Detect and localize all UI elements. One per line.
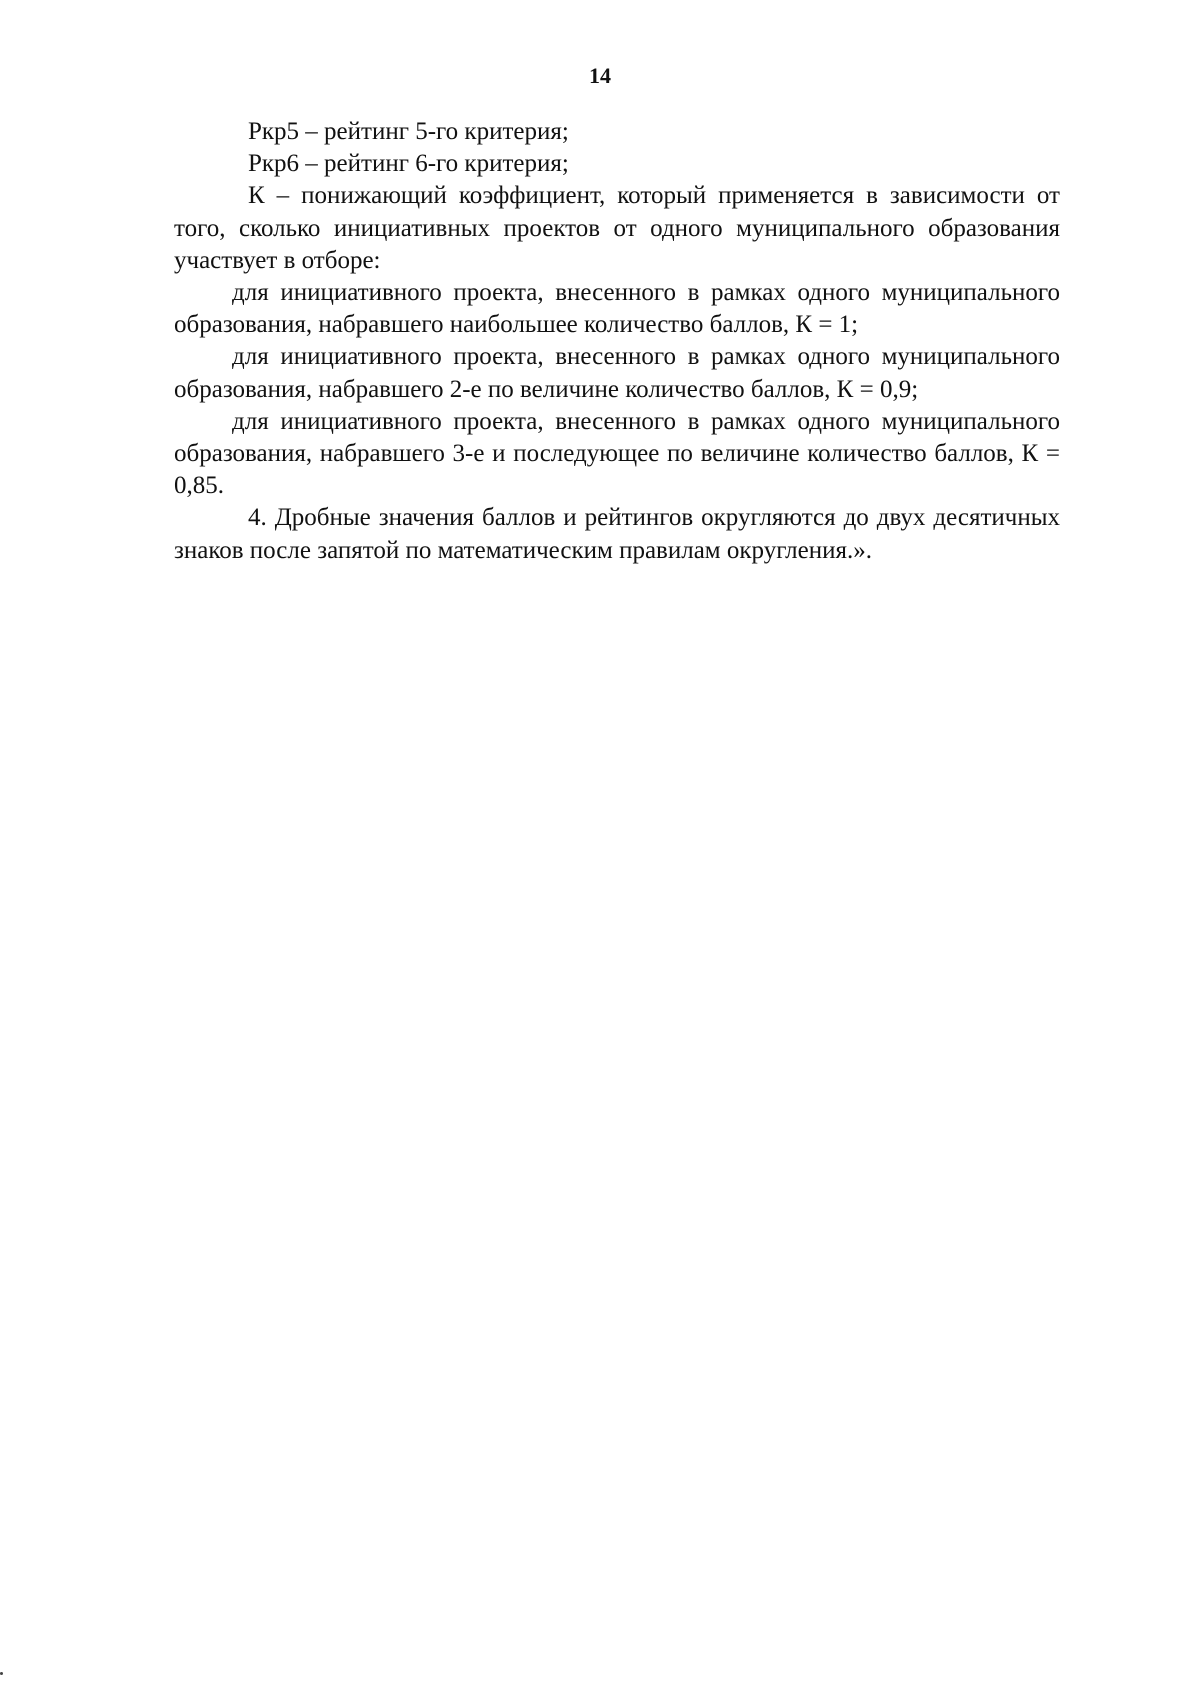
definition-rkr6: Ркр6 – рейтинг 6-го критерия; (248, 150, 569, 178)
definition-rkr5: Ркр5 – рейтинг 5-го критерия; (248, 118, 569, 145)
rounding-rule-paragraph: 4. Дробные значения баллов и рейтингов округляются до двух десятичных знаков после запятой по математическим правилам округления.». (174, 504, 1060, 564)
page-number: 14 (589, 63, 611, 88)
scan-edge-mark (0, 1672, 3, 1675)
coefficient-rule-3: для инициативного проекта, внесенного в рамках одного муниципального образования, набравшего 3-е и последующее по величине количество баллов, К = 0,85. (174, 407, 1060, 500)
definition-k-coefficient: К – понижающий коэффициент, который применяется в зависимости от того, сколько инициативных проектов от одного муниципального образования участвует в отборе: (174, 182, 1060, 274)
coefficient-rule-2: для инициативного проекта, внесенного в рамках одного муниципального образования, набравшего 2-е по величине количество баллов, К = 0,9; (174, 343, 1060, 403)
document-body (174, 116, 1060, 567)
coefficient-rule-1: для инициативного проекта, внесенного в рамках одного муниципального образования, набравшего наибольшее количество баллов, К = 1; (174, 279, 1060, 339)
